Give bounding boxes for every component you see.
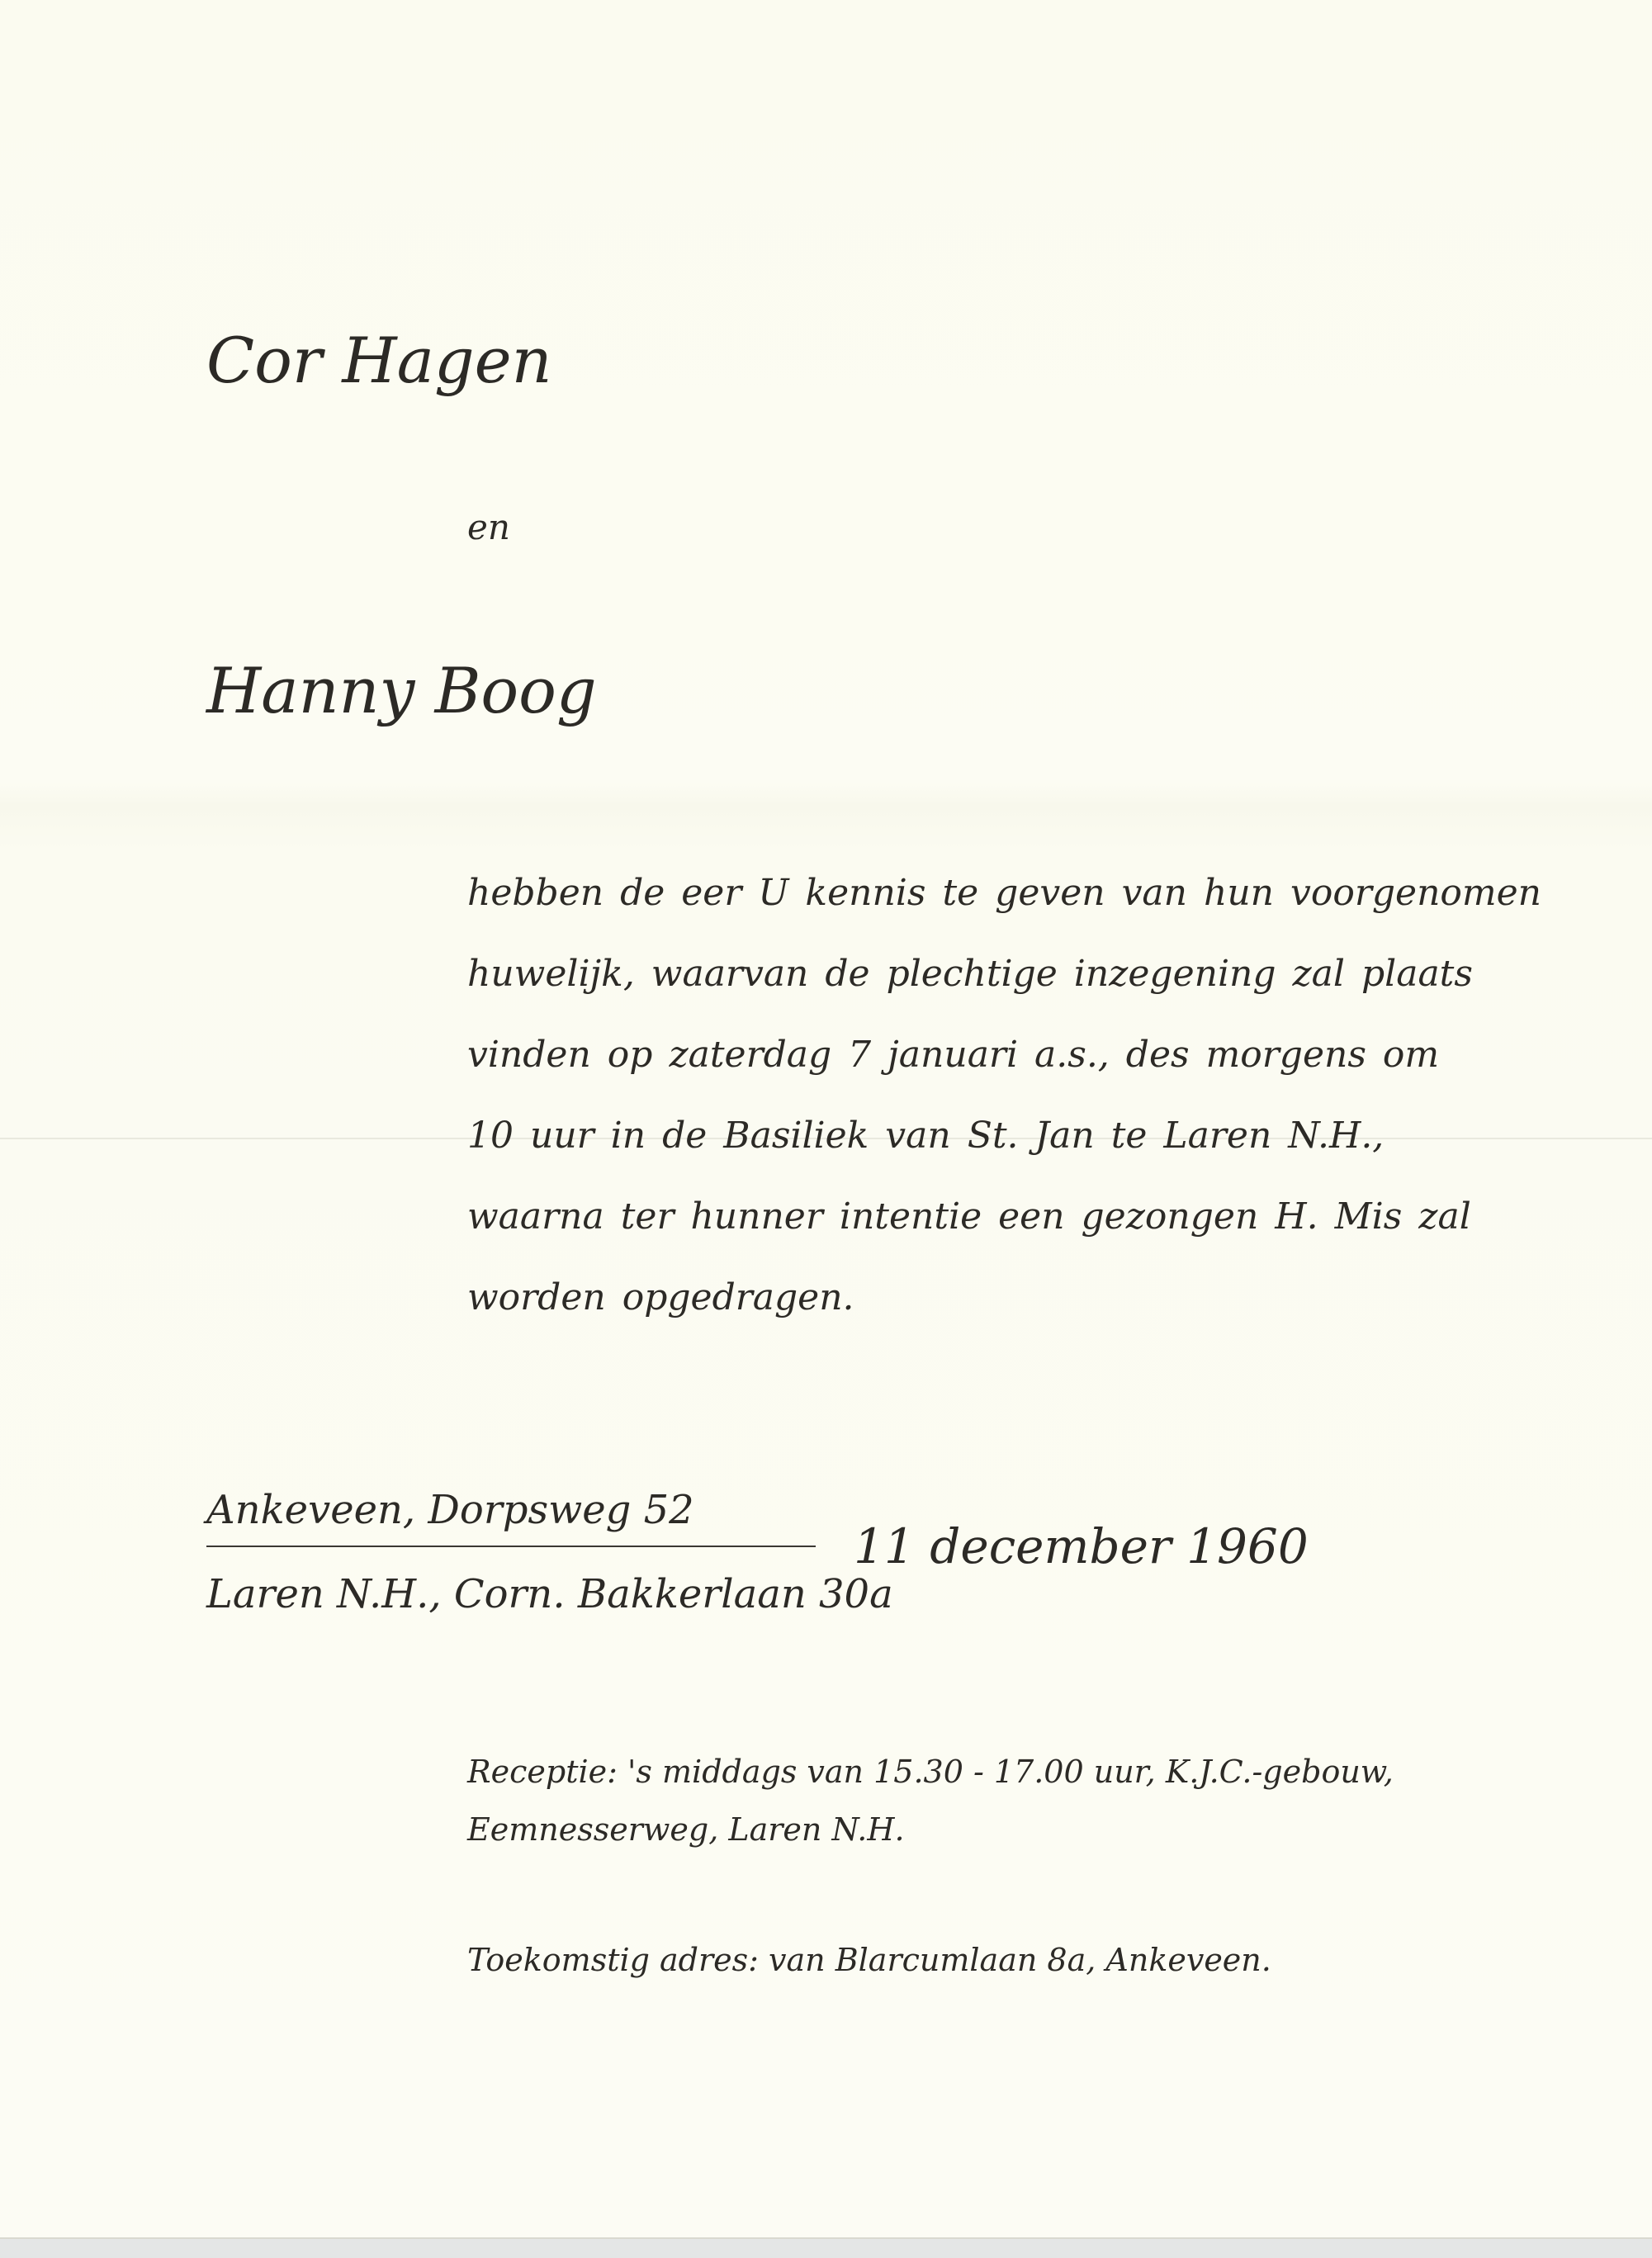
- announcement-line: hebben de eer U kennis te geven van hun voorgenomen: [467, 872, 1541, 914]
- bride-name: Hanny Boog: [206, 654, 597, 727]
- address-divider: [206, 1546, 816, 1547]
- announcement-line: huwelijk, waarvan de plechtige inzegening zal plaats: [467, 953, 1473, 995]
- announcement-line: worden opgedragen.: [467, 1276, 854, 1318]
- reception-line: Receptie: 's middags van 15.30 - 17.00 uur, K.J.C.-gebouw,: [467, 1754, 1394, 1790]
- conjunction: en: [467, 507, 510, 547]
- groom-name: Cor Hagen: [206, 324, 552, 397]
- announcement-line: 10 uur in de Basiliek van St. Jan te Laren N.H.,: [467, 1115, 1385, 1157]
- announcement-line: vinden op zaterdag 7 januari a.s., des morgens om: [467, 1034, 1440, 1076]
- address-ankeveen: Ankeveen, Dorpsweg 52: [206, 1487, 694, 1533]
- address-laren: Laren N.H., Corn. Bakkerlaan 30a: [206, 1571, 893, 1617]
- scan-background-strip: [0, 2239, 1652, 2258]
- future-address: Toekomstig adres: van Blarcumlaan 8a, Ankeveen.: [467, 1942, 1271, 1978]
- reception-line: Eemnesserweg, Laren N.H.: [467, 1811, 905, 1848]
- announcement-date: 11 december 1960: [854, 1518, 1309, 1574]
- announcement-line: waarna ter hunner intentie een gezongen H. Mis zal: [467, 1195, 1471, 1238]
